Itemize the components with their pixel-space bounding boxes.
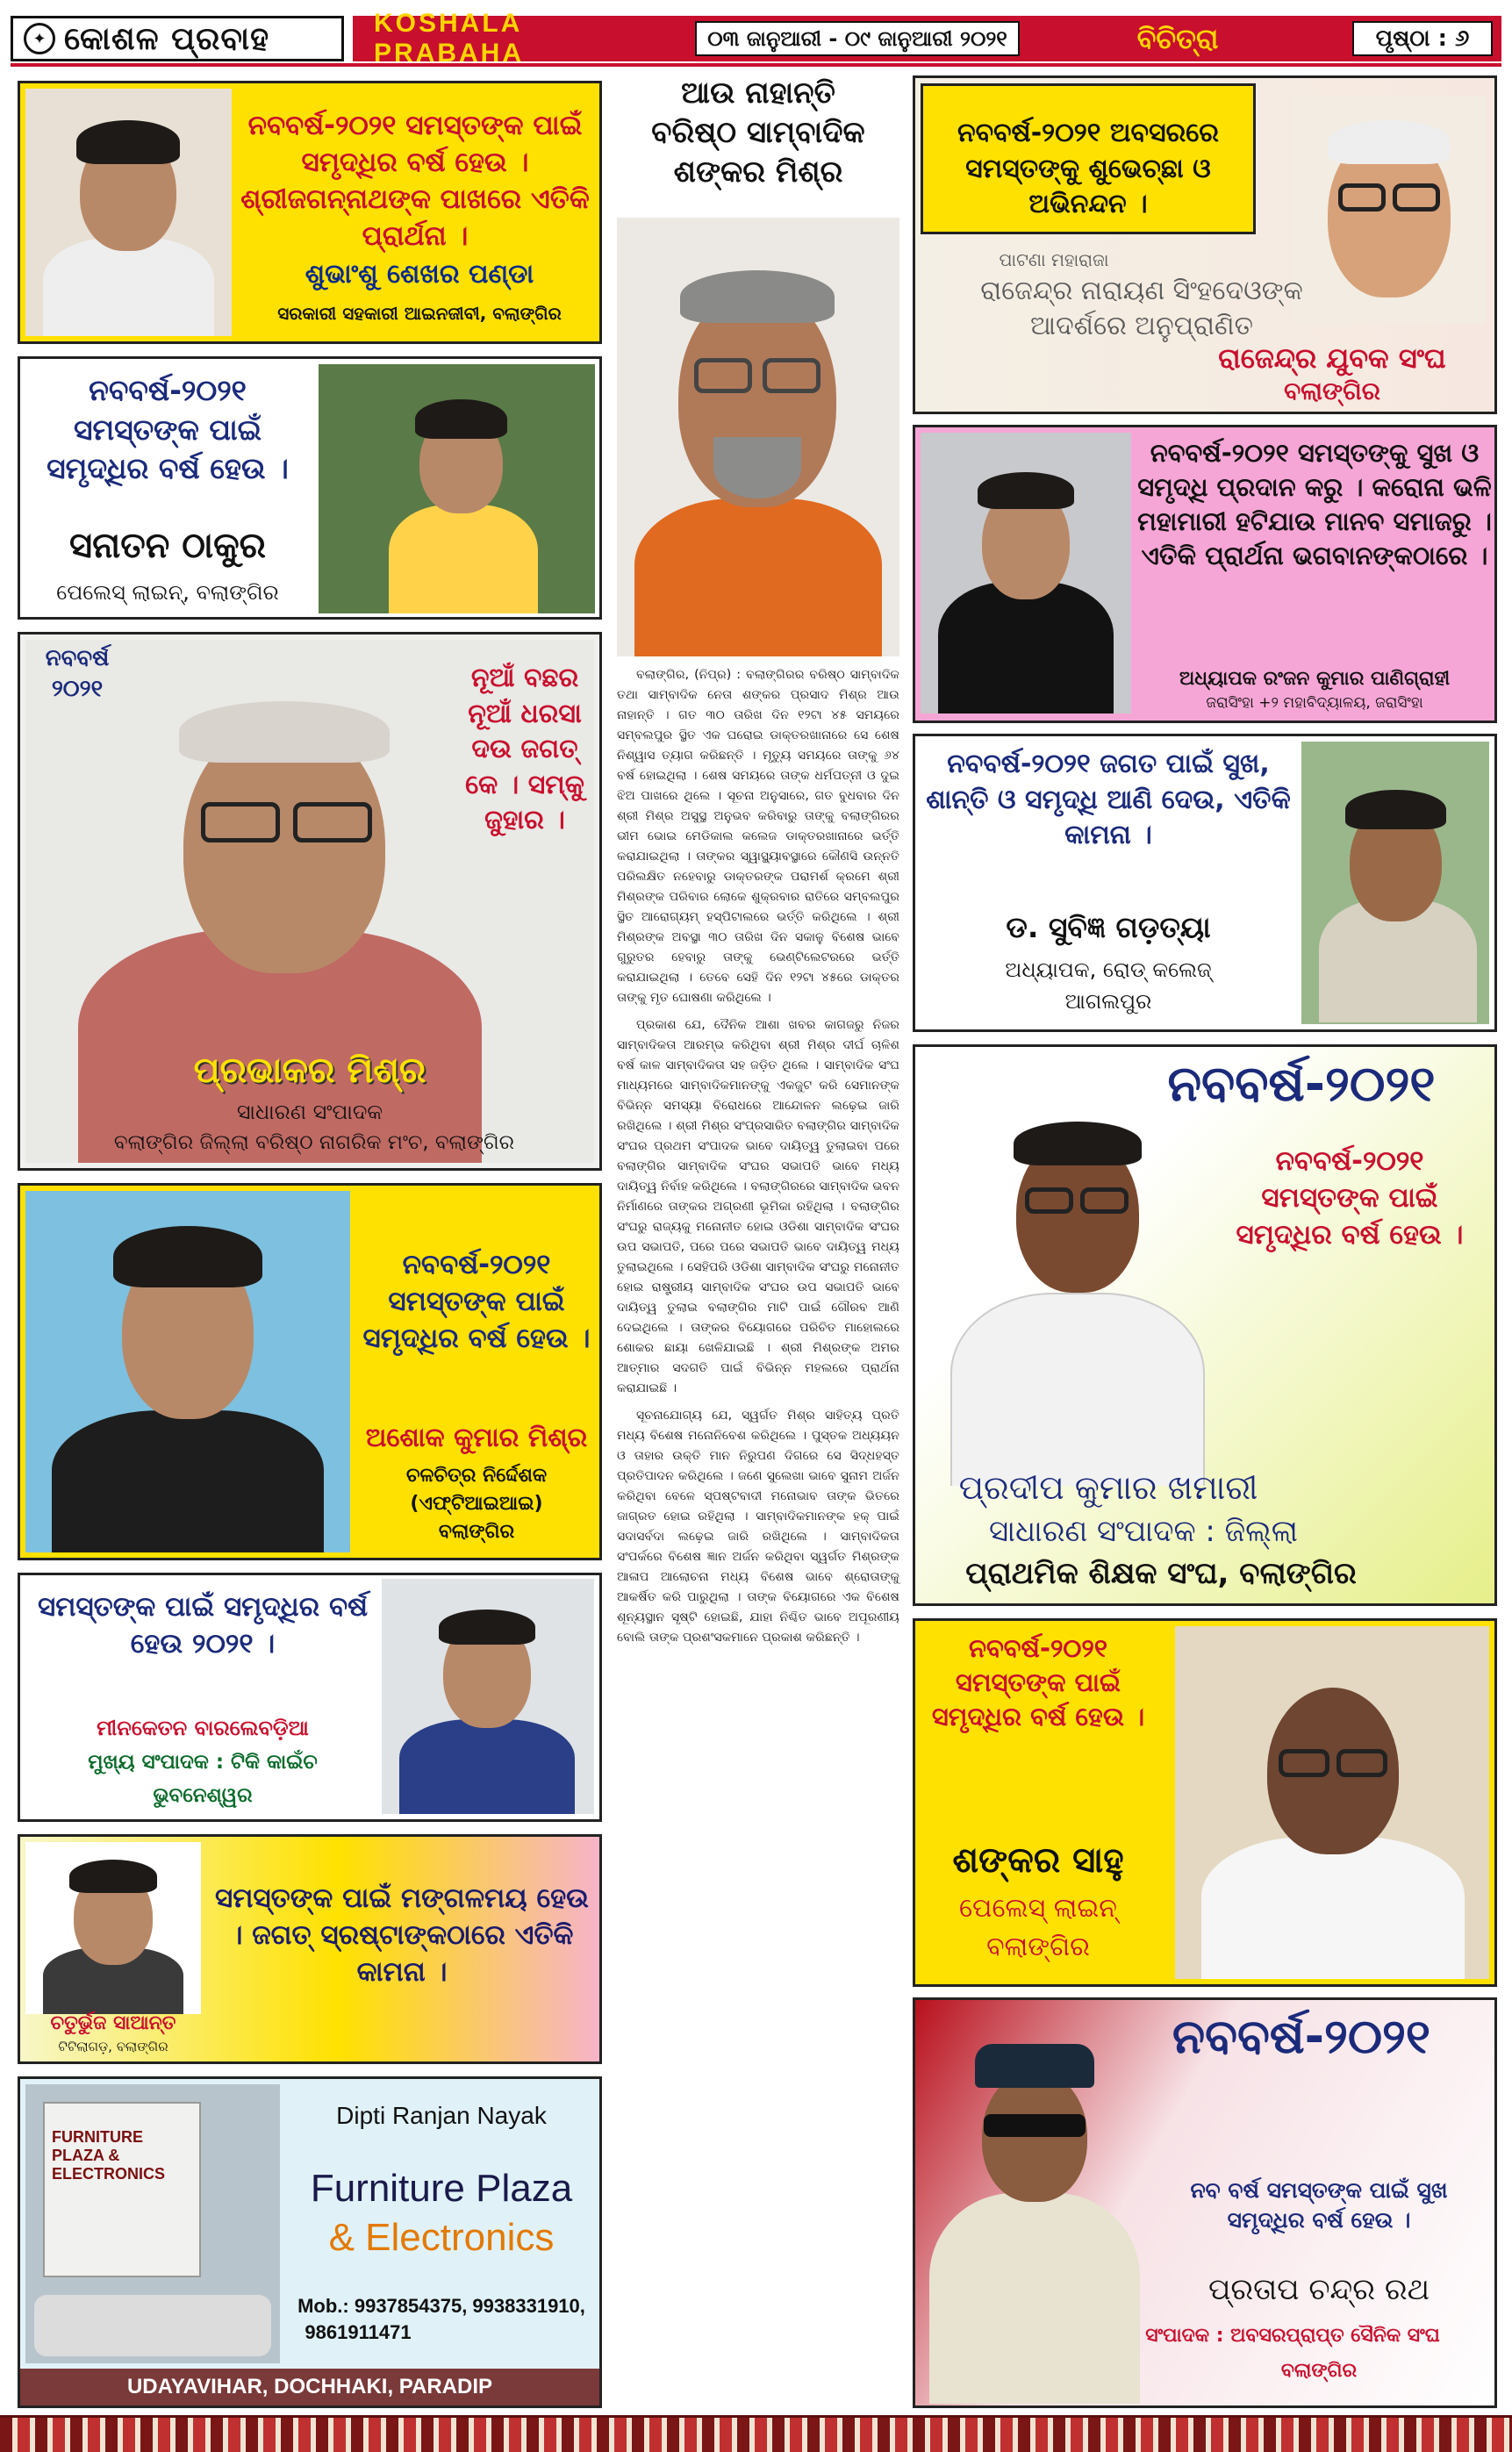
advertiser-name: ଅଧ୍ୟାପକ ରଂଜନ କୁମାର ପାଣିଗ୍ରାହୀ <box>1179 668 1451 690</box>
masthead-strip <box>353 9 1501 68</box>
advertiser-title: ସଂପାଦକ : ଅବସରପ୍ରାପ୍ତ ସୈନିକ ସଂଘ <box>1145 2325 1440 2347</box>
tribute-line-3: ଆଦର୍ଶରେ ଅନୁପ୍ରାଣିତ <box>1029 311 1253 341</box>
advertiser-title: ସରକାରୀ ସହକାରୀ ଆଇନଜୀବୀ, ବଲାଙ୍ଗିର <box>277 303 562 324</box>
ad-message: ନୂଆଁ ବଛର ନୂଆଁ ଧରସା ଦଉ ଜଗତ୍ କେ । ସମ୍କୁ ଜୁହାର । <box>465 663 584 835</box>
message-box <box>921 83 1256 234</box>
advertiser-name: ଡ. ସୁବିଜ୍ଞ ଗଡ଼ତ୍ୟା <box>1006 910 1211 944</box>
brand-name: Furniture Plaza <box>310 2167 573 2210</box>
portrait-photo <box>921 433 1131 713</box>
brand-subname: & Electronics <box>328 2216 555 2259</box>
ad-message: ନବ ବର୍ଷ ସମସ୍ତଙ୍କ ପାଇଁ ସୁଖ ସମୃଦ୍ଧିର ବର୍ଷ ହେଉ । <box>1190 2177 1448 2233</box>
advertiser-title: ଅଧ୍ୟାପକ, ରୋଡ୍ କଲେଜ୍ <box>1005 957 1212 982</box>
advertiser-place: ବଲାଙ୍ଗିର <box>986 1932 1090 1962</box>
advertiser-place: ଆଗଲପୁର <box>1064 989 1152 1014</box>
portrait-photo <box>382 1579 594 1814</box>
portrait-photo <box>1301 742 1489 1024</box>
portrait-photo <box>319 364 595 613</box>
ad-message: ନବବର୍ଷ-୨୦୨୧ ସମସ୍ତଙ୍କ ପାଇଁ ସମୃଦ୍ଧିର ବର୍ଷ ହେଉ । <box>47 373 289 486</box>
newspaper-name: KOSHALA PRABAHA <box>374 9 524 68</box>
ad-message: ସମସ୍ତଙ୍କ ପାଇଁ ମଙ୍ଗଳମୟ ହେଉ । ଜଗତ୍ ସ୍ରଷ୍ଟାଙ୍କଠାରେ ଏତିକି କାମନା । <box>215 1882 589 1988</box>
advertiser-address: ପେଲେସ୍ ଲାଇନ୍ <box>959 1893 1117 1924</box>
advertiser-name: ରାଜେନ୍ଦ୍ର ଯୁବକ ସଂଘ <box>1218 341 1446 375</box>
advertiser-name: ପ୍ରଦୀପ କୁମାର ଖମାରୀ <box>958 1468 1258 1507</box>
ad-prabhakar-mishra <box>18 632 602 1171</box>
corner-label: ନବବର୍ଷ ୨୦୨୧ <box>45 645 110 703</box>
article-paragraph: ସୂଚନାଯୋଗ୍ୟ ଯେ, ସ୍ୱର୍ଗତ ମିଶ୍ର ସାହିତ୍ୟ ପ୍ରତି ମଧ୍ୟ ବିଶେଷ ମନୋନିବେଶ କରିଥିଲେ । ପୁସ୍ତକ ଅଧ୍ୟୟନ ଓ ତାହାର ଉକ୍ତି ମାନ ନିରୁପଣ ଦିଗରେ ସେ ସିଦ୍ଧହସ୍ତ ପ୍ରତିପାଦନ କରିଥିଲେ । ଜଣେ ସୁଲେଖା ଭାବେ ସୁନାମ ଅର୍ଜନ କରିଥିବା ବେଳେ ସ୍ପଷ୍ଟବାଦୀ ମନୋଭାବ ତାଙ୍କ ଭିତରେ ଜାଗ୍ରତ ହୋଇ ରହିଥିଲା । ସାମ୍ବାଦିକମାନଙ୍କ ହକ୍ ପାଇଁ ସଦାସର୍ବଦା ଲଢ଼େଇ ଜାରି ରଖିଥିଲେ । ସାମ୍ବାଦିକତା ସଂପର୍କରେ ବିଶେଷ ଜ୍ଞାନ ଅର୍ଜନ କରିଥିବା ସ୍ୱର୍ଗତ ମିଶ୍ରଙ୍କ ଆଳାପ ଆଲୋଚନା ମଧ୍ୟ ବିଶେଷ ଭାବେ ଶ୍ରୋତାଙ୍କୁ ଆକର୍ଷିତ କରି ପାରୁଥିଲା । ତାଙ୍କ ବିୟୋଗରେ ଏକ ବିଶେଷ ଶୂନ୍ୟସ୍ଥାନ ସୃଷ୍ଟି ହୋଇଛି, ଯାହା ନିଶ୍ଚିତ ଭାବେ ଅପୂରଣୀୟ ବୋଲି ତାଙ୍କ ପ୍ରଶଂସକମାନେ ପ୍ରକାଶ କରିଛନ୍ତି । <box>617 1409 899 1645</box>
advertiser-org: ବଲାଙ୍ଗିର ଜିଲ୍ଲା ବରିଷ୍ଠ ନାଗରିକ ମଂଚ, ବଲାଙ୍ଗିର <box>113 1131 515 1154</box>
tribute-line-1: ପାଟଣା ମହାରାଜା <box>999 249 1109 270</box>
tribute-line-2: ରାଜେନ୍ଦ୍ର ନାରାୟଣ ସିଂହଦେଓଙ୍କ <box>980 276 1303 306</box>
ad-message: ନବବର୍ଷ-୨୦୨୧ ସମସ୍ତଙ୍କ ପାଇଁ ସମୃଦ୍ଧିର ବର୍ଷ ହେଉ । <box>362 1249 591 1354</box>
advertiser-title: ସାଧାରଣ ସଂପାଦକ : ଜିଲ୍ଲା <box>989 1514 1298 1549</box>
advertiser-name: ମୀନକେତନ ବାରଲେବଡ଼ିଆ <box>97 1716 309 1740</box>
masthead <box>11 9 1501 68</box>
portrait-photo <box>25 1842 201 2014</box>
article-paragraph: ବଲାଙ୍ଗିର, (ନିପ୍ର) : ବଲାଙ୍ଗିରର ବରିଷ୍ଠ ସାମ୍ବାଦିକ ତଥା ସାମ୍ବାଦିକ ନେତା ଶଙ୍କର ପ୍ରସାଦ ମିଶ୍ର ଆଉ ନାହାନ୍ତି । ଗତ ୩୦ ତାରିଖ ଦିନ ୧୨ଟା ୪୫ ସମୟରେ ସମ୍ବଲପୁର ସ୍ଥିତ ଏକ ଘରୋଇ ଡାକ୍ତରଖାନାରେ ସେ ଶେଷ ନିଶ୍ୱାସ ତ୍ୟାଗ କରିଛନ୍ତି । ମୃତ୍ୟୁ ସମୟରେ ତାଙ୍କୁ ୬୪ ବର୍ଷ ହୋଇଥିଲା । ଶେଷ ସମୟରେ ତାଙ୍କ ଧର୍ମପତ୍ନୀ ଓ ଦୁଇ ଝିଅ ପାଖରେ ଥିଲେ । ସୂଚନା ଅନୁସାରେ, ଗତ ବୁଧବାର ଦିନ ଶ୍ରୀ ମିଶ୍ର ଅସୁସ୍ଥ ଅନୁଭବ କରିବାରୁ ତାଙ୍କୁ ବଲାଙ୍ଗିରର ଭୀମ ଭୋଇ ମେଡିକାଲ କଲେଜ ଡାକ୍ତରଖାନାରେ ଭର୍ତ୍ତି କରାଯାଇଥିଲା । ତାଙ୍କର ସ୍ୱାସ୍ଥ୍ୟାବସ୍ଥାରେ କୌଣସି ଉନ୍ନତି ପରିଲକ୍ଷିତ ନହେବାରୁ ଡାକ୍ତରଙ୍କ ପରାମର୍ଶ କ୍ରମେ ଶ୍ରୀ ମିଶ୍ରଙ୍କ ପରିବାର ଲୋକେ ଶୁକ୍ରବାର ରାତିରେ ସମ୍ବଲପୁର ସ୍ଥିତ ଆରୋଗ୍ୟମ୍ ହସ୍ପିଟାଲରେ ଭର୍ତ୍ତି କରିଥିଲେ । ଶ୍ରୀ ମିଶ୍ରଙ୍କ ଅବସ୍ଥା ୩୦ ତାରିଖ ଦିନ ସକାଳୁ ବିଶେଷ ଭାବେ ଗୁରୁତର ହେବାରୁ ତାଙ୍କୁ ଭେଣ୍ଟିଲେଟରରେ ଭର୍ତ୍ତି କରାଯାଇଥିଲା । ତେବେ ସେହି ଦିନ ୧୨ଟା ୪୫ରେ ଡାକ୍ତର ତାଙ୍କୁ ମୃତ ଘୋଷଣା କରିଥିଲେ । <box>617 668 899 1005</box>
portrait-photo <box>25 1191 350 1552</box>
advertiser-title: ସାଧାରଣ ସଂପାଦକ <box>236 1100 383 1124</box>
advertiser-address: ପେଲେସ୍ ଲାଇନ୍, ବଲାଙ୍ଗିର <box>56 580 279 605</box>
advertiser-name: ଶୁଭାଂଶୁ ଶେଖର ପଣ୍ଡା <box>305 259 534 290</box>
advertiser-name: ଚତୁର୍ଭୁଜ ସାଆନ୍ତ <box>50 2012 176 2034</box>
advertiser-place: ବଲାଙ୍ଗିର <box>438 1521 515 1543</box>
ad-chaturbhuj <box>18 1834 602 2064</box>
advertiser-name: ଅଶୋକ କୁମାର ମିଶ୍ର <box>365 1423 588 1453</box>
advertiser-name: ସନାତନ ଠାକୁର <box>69 526 266 566</box>
shop-sign: FURNITURE PLAZA & ELECTRONICS <box>52 2128 166 2183</box>
ad-message: ନବବର୍ଷ-୨୦୨୧ ସମସ୍ତଙ୍କୁ ସୁଖ ଓ ସମୃଦ୍ଧି ପ୍ରଦାନ କରୁ । କରୋନା ଭଳି ମହାମାରୀ ହଟିଯାଉ ମାନବ ସମାଜରୁ । ଏତିକି ପ୍ରାର୍ଥନା ଭଗବାନଙ୍କଠାରେ । <box>1137 438 1492 571</box>
advertiser-place: ବଲାଙ୍ଗିର <box>1280 2360 1358 2382</box>
ad-shubhanshu-panda <box>18 81 602 344</box>
shop-address: UDAYAVIHAR, DOCHHAKI, PARADIP <box>126 2375 493 2398</box>
advertiser-org: ପ୍ରାଥମିକ ଶିକ୍ଷକ ସଂଘ, ବଲାଙ୍ଗିର <box>965 1556 1357 1591</box>
advertiser-name: ପ୍ରଭାକର ମିଶ୍ର <box>193 1050 426 1091</box>
title-line: ବରିଷ୍ଠ ସାମ୍ବାଦିକ <box>651 114 865 150</box>
advertiser-title: ଚଳଚିତ୍ର ନିର୍ଦ୍ଦେଶକ <box>405 1465 548 1487</box>
portrait-photo <box>1175 1626 1489 1979</box>
ad-message: ନବବର୍ଷ-୨୦୨୧ ସମସ୍ତଙ୍କ ପାଇଁ ସମୃଦ୍ଧିର ବର୍ଷ ହେଉ । <box>1236 1145 1464 1251</box>
article-body <box>617 665 899 1655</box>
advertiser-name: ଶଙ୍କର ସାହୁ <box>952 1840 1124 1881</box>
issue-date: ୦୩ ଜାନୁଆରୀ - ୦୯ ଜାନୁଆରୀ ୨୦୨୧ <box>695 21 1020 56</box>
portrait-photo <box>933 1082 1222 1486</box>
ad-subijna-gadtya <box>913 734 1497 1032</box>
advertiser-institute: (ଏଫ୍ଟିଆଇଆଇ) <box>410 1493 543 1515</box>
ad-minaketan <box>18 1573 602 1822</box>
advertiser-title: ମୁଖ୍ୟ ସଂପାଦକ : ଟିକି କାଇଁଚ <box>88 1751 318 1774</box>
ad-ranjan-panigrahi <box>913 425 1497 723</box>
newspaper-logo <box>11 16 344 61</box>
article-title <box>612 74 905 192</box>
owner-name: Dipti Ranjan Nayak <box>336 2102 547 2129</box>
page-number: ପୃଷ୍ଠା : ୬ <box>1352 21 1493 56</box>
advertiser-place: ଭୁବନେଶ୍ୱର <box>153 1784 253 1807</box>
mobile-numbers: Mob.: 9937854375, 9938331910, <box>297 2295 585 2317</box>
advertiser-place: ବଲାଙ୍ଗିର <box>1284 376 1380 405</box>
ad-message: ନବବର୍ଷ-୨୦୨୧ ଅବସରରେ ସମସ୍ତଙ୍କୁ ଶୁଭେଚ୍ଛା ଓ ଅଭିନନ୍ଦନ । <box>957 118 1220 219</box>
advertiser-name: ପ୍ରତାପ ଚନ୍ଦ୍ର ରଥ <box>1207 2272 1430 2307</box>
mobile-numbers-2: 9861911471 <box>305 2321 412 2343</box>
decorative-footer-border <box>0 2415 1512 2452</box>
ad-shankar-sahu <box>913 1618 1497 1987</box>
ad-message: ସମସ୍ତଙ୍କ ପାଇଁ ସମୃଦ୍ଧିର ବର୍ଷ ହେଉ ୨୦୨୧ । <box>38 1591 368 1660</box>
obituary-article <box>612 68 905 2410</box>
ad-message: ନବବର୍ଷ-୨୦୨୧ ଜଗତ ପାଇଁ ସୁଖ, ଶାନ୍ତି ଓ ସମୃଦ୍ଧି ଆଣି ଦେଉ, ଏତିକି କାମନା । <box>926 749 1291 850</box>
title-line: ଆଉ ନାହାନ୍ତି <box>681 75 835 111</box>
shop-photo <box>25 2084 280 2363</box>
ad-rajendra-yubak-sangha <box>913 75 1497 414</box>
advertiser-college: ଜରାସିଂହା +୨ ମହାବିଦ୍ୟାଳୟ, ଜରାସିଂହା <box>1206 694 1423 712</box>
ad-heading: ନବବର୍ଷ-୨୦୨୧ <box>1172 2009 1431 2064</box>
portrait-photo <box>25 89 232 336</box>
ad-pradip-khamari <box>913 1044 1497 1606</box>
ad-heading: ନବବର୍ଷ-୨୦୨୧ <box>1167 1056 1436 1113</box>
address-bar <box>20 2369 599 2405</box>
article-paragraph: ପ୍ରକାଶ ଯେ, ଦୈନିକ ଆଶା ଖବର କାଗଜରୁ ନିଜର ସାମ୍ବାଦିକତା ଆରମ୍ଭ କରିଥିବା ଶ୍ରୀ ମିଶ୍ର ଦୀର୍ଘ ଚାଳିଶ ବର୍ଷ କାଳ ସାମ୍ବାଦିକତା ସହ ଜଡ଼ିତ ଥିଲେ । ସାମ୍ବାଦିକ ସଂଘ ମାଧ୍ୟମରେ ସାମ୍ବାଦିକମାନଙ୍କୁ ଏକଜୁଟ କରି ସେମାନଙ୍କ ବିଭିନ୍ନ ସମସ୍ୟା ବିରୋଧରେ ଆନ୍ଦୋଳନ ଲଢ଼େଇ ଜାରି ରଖିଥିଲେ । ଶ୍ରୀ ମିଶ୍ର ସଂପ୍ରସାରିତ ବଲାଙ୍ଗିର ସାମ୍ବାଦିକ ସଂଘର ପ୍ରଥମ ସଂପାଦକ ଭାବେ ଦାୟିତ୍ୱ ତୁଲାଇବା ପରେ ବଲାଙ୍ଗିର ସାମ୍ବାଦିକ ସଂଘର ସଭାପତି ଭାବେ ମଧ୍ୟ ଦାୟିତ୍ୱ ନିର୍ବାହ କରିଥିଲେ । ବଲାଙ୍ଗିରରେ ସାମ୍ବାଦିକ ଭବନ ନିର୍ମାଣରେ ତାଙ୍କର ଅଗ୍ରଣୀ ଭୂମିକା ରହିଥିଲା । ବଲାଙ୍ଗିର ସଂଘରୁ ରାଜ୍ୟକୁ ମନୋନୀତ ହୋଇ ଓଡିଶା ସାମ୍ବାଦିକ ସଂଘର ଉପ ସଭାପତି, ପରେ ପରେ ସଭାପତି ଭାବେ ଦାୟିତ୍ୱ ମଧ୍ୟ ତୁଲାଇଥିଲେ । ସେହିପରି ଓଡିଶା ସାମ୍ବାଦିକ ସଂଘରୁ ମନୋନୀତ ହୋଇ ରାଷ୍ଟ୍ରୀୟ ସାମ୍ବାଦିକ ସଂଘର ଉପ ସଭାପତି ଭାବେ ଦାୟିତ୍ୱ ତୁଲାଇ ବଲାଙ୍ଗିର ମାଟି ପାଇଁ ଗୌରବ ଆଣି ଦେଇଥିଲେ । ତାଙ୍କର ବିୟୋଗରେ ପରିଚିତ ମାହୋଲରେ ଶୋକର ଛାୟା ଖେଳିଯାଇଛି । ଶ୍ରୀ ମିଶ୍ରଙ୍କ ଅମର ଆତ୍ମାର ସଦଗତି ପାଇଁ ବିଭିନ୍ନ ମହଲରେ ପ୍ରାର୍ଥନା କରାଯାଇଛି । <box>617 1018 899 1395</box>
title-line: ଶଙ୍କର ମିଶ୍ର <box>673 154 843 190</box>
ad-sanatan-thakur <box>18 356 602 620</box>
logo-text: କୋଶଳ ପ୍ରବାହ <box>64 19 270 57</box>
emblem-icon: ✦ <box>24 23 55 54</box>
article-photo <box>617 218 899 656</box>
ad-message: ନବବର୍ଷ-୨୦୨୧ ସମସ୍ତଙ୍କ ପାଇଁ ସମୃଦ୍ଧିର ବର୍ଷ ହେଉ । <box>931 1633 1145 1732</box>
section-name: ବିଚିତ୍ରା <box>1136 21 1219 55</box>
ad-furniture-plaza <box>18 2076 602 2408</box>
advertiser-place: ଟିଟିଲାଗଡ଼, ବଲାଙ୍ଗିର <box>58 2039 168 2054</box>
ad-pratap-rath <box>913 1997 1497 2408</box>
ad-message: ନବବର୍ଷ-୨୦୨୧ ସମସ୍ତଙ୍କ ପାଇଁ ସମୃଦ୍ଧିର ବର୍ଷ ହେଉ । ଶ୍ରୀଜଗନ୍ନାଥଙ୍କ ପାଖରେ ଏତିକି ପ୍ରାର୍ଥନା । <box>240 110 590 252</box>
ad-ashok-mishra <box>18 1183 602 1560</box>
